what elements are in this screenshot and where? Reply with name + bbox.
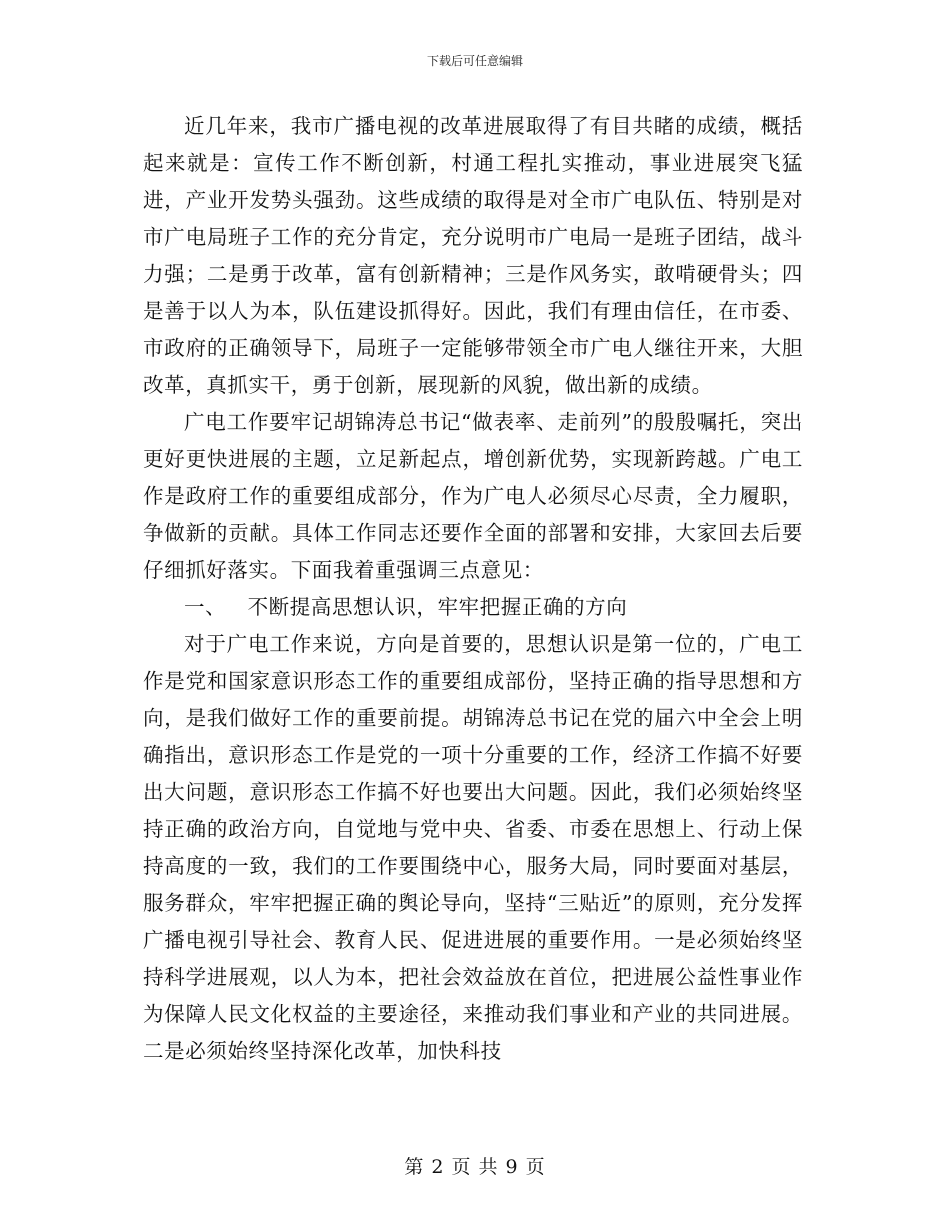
document-body: [143, 108, 803, 1070]
page-number-footer: 第 2 页 共 9 页: [404, 1156, 546, 1178]
section-title: 不断提高思想认识，牢牢把握正确的方向: [247, 595, 628, 619]
paragraph-broadcast-work: 广电工作要牢记胡锦涛总书记“做表率、走前列”的殷殷嘱托，突出更好更快进展的主题，立足新起点，增创新优势，实现新跨越。广电工作是政府工作的重要组成部分，作为广电人必须尽心尽责，全力履职，争做新的贡献。具体工作同志还要作全面的部署和安排，大家回去后要仔细抓好落实。下面我着重强调三点意见：: [143, 410, 803, 582]
section-heading-1: [143, 589, 803, 626]
paragraph-direction: 对于广电工作来说，方向是首要的，思想认识是第一位的，广电工作是党和国家意识形态工作的重要组成部份，坚持正确的指导思想和方向，是我们做好工作的重要前提。胡锦涛总书记在党的届六中全会上明确指出，意识形态工作是党的一项十分重要的工作，经济工作搞不好要出大问题，意识形态工作搞不好也要出大问题。因此，我们必须始终坚持正确的政治方向，自觉地与党中央、省委、市委在思想上、行动上保持高度的一致，我们的工作要围绕中心，服务大局，同时要面对基层，服务群众，牢牢把握正确的舆论导向，坚持“三贴近”的原则，充分发挥广播电视引导社会、教育人民、促进进展的重要作用。一是必须始终坚持科学进展观，以人为本，把社会效益放在首位，把进展公益性事业作为保障人民文化权益的主要途径，来推动我们事业和产业的共同进展。二是必须始终坚持深化改革，加快科技: [143, 632, 803, 1063]
page-header-note: 下载后可任意编辑: [426, 54, 523, 68]
paragraph-achievements: 近几年来，我市广播电视的改革进展取得了有目共睹的成绩，概括起来就是：宣传工作不断创新，村通工程扎实推动，事业进展突飞猛进，产业开发势头强劲。这些成绩的取得是对全市广电队伍、特别是对市广电局班子工作的充分肯定，充分说明市广电局一是班子团结，战斗力强；二是勇于改革，富有创新精神；三是作风务实，敢啃硬骨头；四是善于以人为本，队伍建设抓得好。因此，我们有理由信任，在市委、市政府的正确领导下，局班子一定能够带领全市广电人继往开来，大胆改革，真抓实干，勇于创新，展现新的风貌，做出新的成绩。: [143, 114, 803, 397]
section-number: 一、: [184, 595, 227, 619]
